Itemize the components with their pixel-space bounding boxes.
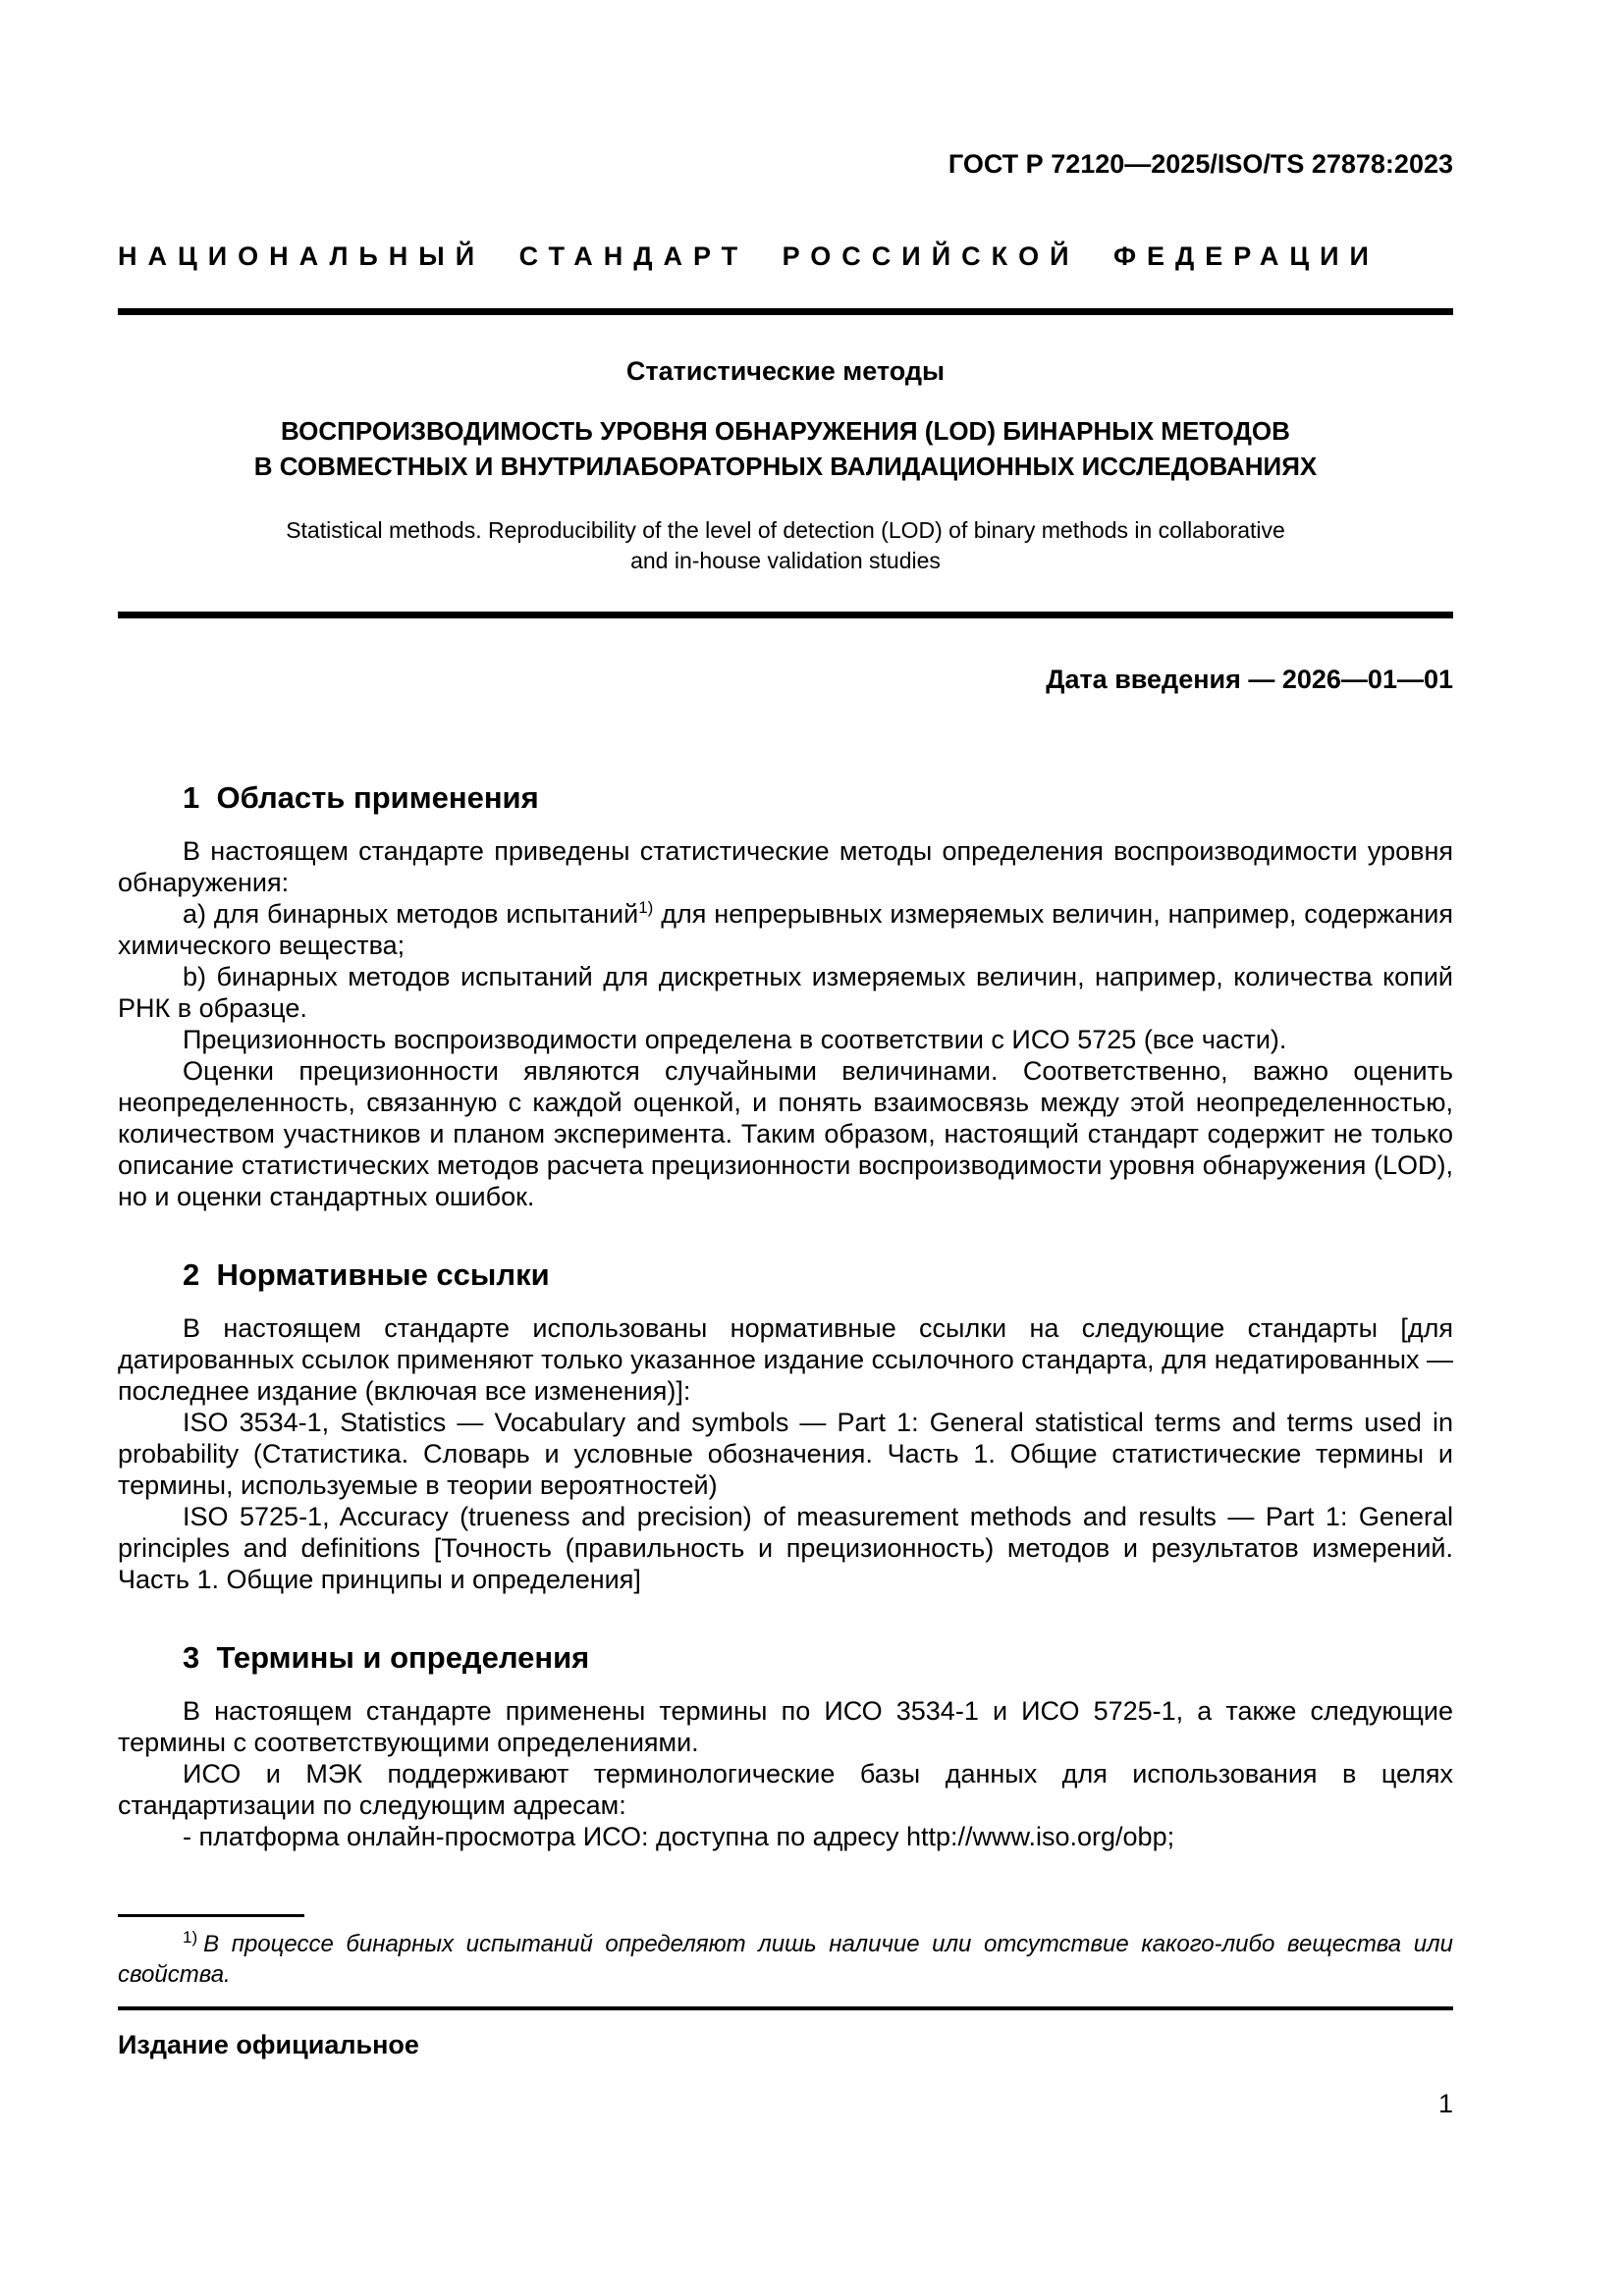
standard-title-en <box>118 515 1453 576</box>
title-ru-line-1: ВОСПРОИЗВОДИМОСТЬ УРОВНЯ ОБНАРУЖЕНИЯ (LOD) БИНАРНЫХ МЕТОДОВ <box>281 416 1290 446</box>
paragraph-text: для непрерывных измеряемых величин, например, содержания химического вещества; <box>118 899 1453 960</box>
section-2-paragraph-3: ISO 5725-1, Accuracy (trueness and precision) of measurement methods and results — Part 1: General principles and definitions [Точность (правильность и прецизионность) методов и результатов измерений. Часть 1. Общие принципы и определения] <box>118 1502 1453 1594</box>
section-1-paragraph-1: В настоящем стандарте приведены статистические методы определения воспроизводимости уровня обнаружения: <box>118 836 1453 897</box>
header-rule <box>118 308 1453 315</box>
effective-date: Дата введения — 2026—01—01 <box>1046 665 1453 694</box>
section-3-heading: 3 Термины и определения <box>183 1640 590 1675</box>
footnote-separator <box>118 1914 304 1917</box>
standard-title-ru <box>118 413 1453 484</box>
section-2-heading: 2 Нормативные ссылки <box>183 1257 550 1292</box>
page-number: 1 <box>1437 2089 1453 2118</box>
footnote-ref: 1) <box>638 898 654 917</box>
footnote-text <box>118 1929 1453 1990</box>
title-en-line-2: and in-house validation studies <box>630 548 941 573</box>
section-1-heading: 1 Область применения <box>183 780 539 815</box>
paragraph-text: a) для бинарных методов испытаний <box>183 899 639 929</box>
standard-subject: Статистические методы <box>625 356 946 386</box>
section-1-paragraph-2 <box>118 898 1453 961</box>
section-1-paragraph-3: b) бинарных методов испытаний для дискретных измеряемых величин, например, количества копий РНК в образце. <box>118 962 1453 1023</box>
footnote-body: В процессе бинарных испытаний определяют лишь наличие или отсутствие какого-либо вещества или свойства. <box>118 1931 1453 1988</box>
national-standard-banner: НАЦИОНАЛЬНЫЙ СТАНДАРТ РОССИЙСКОЙ ФЕДЕРАЦИИ <box>118 241 1380 271</box>
title-ru-line-2: В СОВМЕСТНЫХ И ВНУТРИЛАБОРАТОРНЫХ ВАЛИДАЦИОННЫХ ИССЛЕДОВАНИЯХ <box>253 452 1318 481</box>
section-3-paragraph-1: В настоящем стандарте применены термины по ИСО 3534-1 и ИСО 5725-1, а также следующие термины с соответствующими определениями. <box>118 1696 1453 1757</box>
title-rule <box>118 612 1453 618</box>
doc-code: ГОСТ Р 72120—2025/ISO/TS 27878:2023 <box>947 149 1453 179</box>
footer-rule <box>118 2006 1453 2010</box>
official-edition-label: Издание официальное <box>118 2030 419 2059</box>
footnote <box>118 1914 1453 1990</box>
section-1-paragraph-4: Прецизионность воспроизводимости определена в соответствии с ИСО 5725 (все части). <box>183 1025 1287 1054</box>
section-3-paragraph-2: ИСО и МЭК поддерживают терминологические базы данных для использования в целях стандартизации по следующим адресам: <box>118 1759 1453 1820</box>
footnote-marker: 1) <box>183 1928 198 1947</box>
section-2-paragraph-1: В настоящем стандарте использованы нормативные ссылки на следующие стандарты [для датированных ссылок применяют только указанное издание ссылочного стандарта, для недатированных — последнее издание (включая все изменения)]: <box>118 1313 1453 1406</box>
section-2-paragraph-2: ISO 3534-1, Statistics — Vocabulary and symbols — Part 1: General statistical terms and terms used in probability (Статистика. Словарь и условные обозначения. Часть 1. Общие статистические термины и термины, используемые в теории вероятностей) <box>118 1408 1453 1500</box>
title-en-line-1: Statistical methods. Reproducibility of the level of detection (LOD) of binary methods in collaborative <box>286 517 1285 543</box>
section-3-paragraph-3: - платформа онлайн-просмотра ИСО: доступна по адресу http://www.iso.org/obp; <box>183 1822 1175 1851</box>
section-1-paragraph-5: Оценки прецизионности являются случайными величинами. Соответственно, важно оценить неопределенность, связанную с каждой оценкой, и понять взаимосвязь между этой неопределенностью, количеством участников и планом эксперимента. Таким образом, настоящий стандарт содержит не только описание статистических методов расчета прецизионности воспроизводимости уровня обнаружения (LOD), но и оценки стандартных ошибок. <box>118 1056 1453 1211</box>
page-content <box>118 0 1453 1852</box>
